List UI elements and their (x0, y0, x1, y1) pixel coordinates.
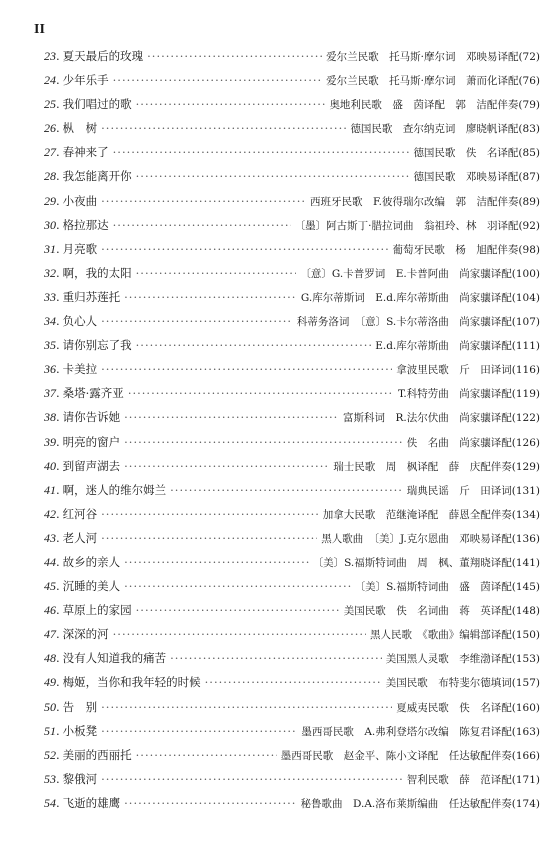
dot-leader (101, 502, 319, 526)
entry-credits: 秘鲁歌曲 D.A.洛布莱斯编曲 任达敏配伴奏(174) (300, 797, 540, 810)
entry-title: 桑塔·露齐亚 (62, 386, 124, 401)
toc-entry (44, 502, 540, 526)
toc-entry (44, 430, 540, 454)
dot-leader (147, 44, 322, 68)
entry-number-period: . (56, 699, 60, 714)
dot-leader (113, 213, 291, 237)
entry-credits: 夏威夷民歌 佚 名译配(160) (396, 701, 540, 714)
entry-number-period: . (56, 579, 60, 594)
entry-number: 31 (44, 241, 56, 256)
entry-number-period: . (56, 217, 60, 232)
entry-title: 没有人知道我的痛苦 (62, 651, 167, 666)
toc-entry (44, 791, 540, 815)
entry-credits: 爱尔兰民歌 托马斯·摩尔词 邓映易译配(72) (326, 51, 540, 63)
entry-number-period: . (56, 386, 60, 401)
entry-title: 负心人 (62, 314, 98, 329)
toc-entry (44, 68, 540, 92)
entry-title: 老人河 (62, 530, 98, 545)
toc-entry (44, 695, 540, 719)
entry-number-period: . (56, 193, 60, 208)
toc-entry (44, 309, 540, 333)
dot-leader (101, 116, 346, 140)
entry-title: 草原上的家园 (62, 603, 132, 618)
entry-number: 37 (44, 386, 56, 401)
dot-leader (170, 478, 403, 502)
entry-title: 黎俄河 (62, 771, 98, 786)
entry-number: 41 (44, 482, 56, 497)
dot-leader (124, 574, 350, 598)
toc-entry (44, 44, 540, 68)
toc-entry (44, 285, 540, 309)
entry-number: 32 (44, 265, 56, 280)
entry-credits: 科蒂务洛词 〔意〕S.卡尔蒂洛曲 尚家骧译配(107) (296, 316, 540, 329)
dot-leader (136, 92, 326, 116)
dot-leader (101, 526, 317, 550)
entry-title: 明亮的窗户 (62, 434, 121, 449)
entry-title: 啊，我的太阳 (62, 265, 132, 280)
entry-title: 小夜曲 (62, 193, 98, 208)
toc-entry (44, 92, 540, 116)
entry-number-period: . (56, 554, 60, 569)
entry-number: 28 (44, 169, 56, 184)
entry-title: 重归苏莲托 (62, 289, 121, 304)
entry-number: 46 (44, 603, 56, 618)
entry-title: 告 别 (62, 699, 98, 714)
entry-number: 26 (44, 121, 56, 136)
entry-title: 红河谷 (62, 506, 98, 521)
toc-entry (44, 237, 540, 261)
dot-leader (136, 333, 372, 357)
entry-title: 我怎能离开你 (62, 169, 132, 184)
entry-title: 沉睡的美人 (62, 579, 121, 594)
entry-credits: 墨西哥民歌 赵金平、陈小文译配 任达敏配伴奏(166) (280, 749, 540, 762)
toc-entry (44, 767, 540, 791)
entry-number-period: . (56, 458, 60, 473)
entry-title: 啊，迷人的维尔姆兰 (62, 482, 167, 497)
entry-number: 23 (44, 49, 56, 63)
entry-credits: 佚 名曲 尚家骧译配(126) (406, 436, 540, 449)
dot-leader (101, 767, 403, 791)
entry-number-period: . (56, 362, 60, 377)
entry-number-period: . (56, 338, 60, 353)
entry-number-period: . (56, 121, 60, 136)
entry-number: 27 (44, 145, 56, 160)
entry-credits: 〔美〕S.福斯特词曲 周 枫、董翔晓译配(141) (312, 556, 540, 569)
toc-entry (44, 719, 540, 743)
entry-title: 夏天最后的玫瑰 (62, 49, 144, 63)
entry-credits: 德国民歌 佚 名译配(85) (413, 147, 540, 160)
entry-credits: 智利民歌 薛 范译配(171) (406, 773, 540, 786)
entry-number: 53 (44, 771, 56, 786)
toc-entry (44, 213, 540, 237)
entry-number-period: . (56, 482, 60, 497)
dot-leader (136, 598, 340, 622)
entry-number: 42 (44, 506, 56, 521)
toc-entry (44, 333, 540, 357)
toc-entry (44, 116, 540, 140)
entry-credits: 瑞士民歌 周 枫译配 薛 庆配伴奏(129) (333, 460, 540, 473)
entry-credits: 黑人歌曲 〔美〕J.克尔恩曲 邓映易译配(136) (321, 532, 540, 545)
entry-number-period: . (56, 603, 60, 618)
entry-number-period: . (56, 771, 60, 786)
entry-number-period: . (56, 169, 60, 184)
entry-number-period: . (56, 145, 60, 160)
entry-number-period: . (56, 97, 60, 112)
entry-title: 梅姬，当你和我年轻的时候 (62, 675, 201, 690)
entry-title: 美丽的西丽托 (62, 747, 132, 762)
entry-credits: 西班牙民歌 F.彼得瑞尔改编 郭 洁配伴奏(89) (309, 195, 540, 208)
toc-entry (44, 357, 540, 381)
toc-entry (44, 743, 540, 767)
entry-credits: 墨西哥民歌 A.弗利登塔尔改编 陈复君译配(163) (301, 725, 540, 738)
entry-title: 春神来了 (62, 145, 109, 160)
entry-number: 51 (44, 723, 56, 738)
dot-leader (124, 454, 329, 478)
entry-title: 我们唱过的歌 (62, 97, 132, 112)
entry-credits: 〔意〕G.卡普罗词 E.卡普阿曲 尚家骧译配(100) (300, 267, 540, 280)
toc-entry (44, 140, 540, 164)
entry-number: 40 (44, 458, 56, 473)
dot-leader (205, 670, 382, 694)
toc-entry (44, 550, 540, 574)
entry-number-period: . (56, 651, 60, 666)
entry-number-period: . (56, 506, 60, 521)
entry-number: 36 (44, 362, 56, 377)
entry-title: 深深的河 (62, 627, 109, 642)
dot-leader (101, 189, 306, 213)
toc-entry (44, 454, 540, 478)
toc-entry (44, 381, 540, 405)
entry-number: 29 (44, 193, 56, 208)
toc-entry (44, 405, 540, 429)
dot-leader (101, 719, 297, 743)
entry-number: 45 (44, 579, 56, 594)
entry-credits: 黑人民歌 《歌曲》编辑部译配(150) (370, 629, 540, 642)
dot-leader (128, 381, 394, 405)
entry-number-period: . (56, 410, 60, 425)
entry-number-period: . (56, 723, 60, 738)
entry-credits: 〔美〕S.福斯特词曲 盛 茵译配(145) (354, 581, 540, 594)
entry-number-period: . (56, 289, 60, 304)
entry-credits: 富斯科词 R.法尔伏曲 尚家骧译配(122) (343, 412, 540, 425)
page-number: II (34, 22, 45, 37)
dot-leader (113, 622, 366, 646)
entry-number-period: . (56, 530, 60, 545)
dot-leader (113, 68, 322, 92)
toc-entry (44, 526, 540, 550)
dot-leader (101, 695, 392, 719)
dot-leader (136, 743, 277, 767)
entry-number-period: . (56, 73, 60, 88)
toc-entry (44, 598, 540, 622)
entry-number: 33 (44, 289, 56, 304)
entry-credits: 爱尔兰民歌 托马斯·摩尔词 萧而化译配(76) (326, 75, 540, 88)
toc-entry (44, 189, 540, 213)
dot-leader (124, 405, 339, 429)
entry-number-period: . (56, 627, 60, 642)
entry-title: 请你告诉她 (62, 410, 121, 425)
entry-title: 枞 树 (62, 121, 98, 136)
entry-credits: 美国民歌 布特斐尔德填词(157) (385, 677, 540, 690)
entry-number: 44 (44, 554, 56, 569)
dot-leader (124, 791, 296, 815)
entry-title: 卡美拉 (62, 362, 98, 377)
entry-number: 38 (44, 410, 56, 425)
dot-leader (101, 237, 388, 261)
dot-leader (124, 430, 403, 454)
entry-number-period: . (56, 49, 60, 63)
dot-leader (136, 164, 410, 188)
dot-leader (170, 646, 382, 670)
entry-title: 请你别忘了我 (62, 338, 132, 353)
entry-number-period: . (56, 314, 60, 329)
entry-number: 50 (44, 699, 56, 714)
entry-number: 39 (44, 434, 56, 449)
entry-number-period: . (56, 795, 60, 810)
entry-credits: 德国民歌 邓映易译配(87) (413, 171, 540, 184)
toc-entry (44, 478, 540, 502)
entry-credits: 美国民歌 佚 名词曲 蒋 英译配(148) (343, 605, 540, 618)
toc-entry (44, 261, 540, 285)
entry-number: 48 (44, 651, 56, 666)
entry-number-period: . (56, 241, 60, 256)
entry-number-period: . (56, 747, 60, 762)
entry-credits: E.d.库尔蒂斯曲 尚家骧译配(111) (375, 340, 540, 353)
entry-title: 少年乐手 (62, 73, 109, 88)
entry-credits: 拿波里民歌 斤 田译词(116) (396, 364, 540, 377)
entry-title: 格拉那达 (62, 217, 109, 232)
entry-title: 小板凳 (62, 723, 98, 738)
entry-credits: G.库尔蒂斯词 E.d.库尔蒂斯曲 尚家骧译配(104) (300, 291, 540, 304)
toc-entry (44, 646, 540, 670)
dot-leader (101, 357, 392, 381)
dot-leader (101, 309, 293, 333)
entry-title: 月亮歌 (62, 241, 98, 256)
dot-leader (124, 285, 297, 309)
table-of-contents (44, 44, 540, 815)
entry-credits: 德国民歌 查尔纳克词 廖晓帆译配(83) (350, 123, 540, 136)
entry-credits: 葡萄牙民歌 杨 旭配伴奏(98) (392, 243, 540, 256)
entry-title: 到留声湖去 (62, 458, 121, 473)
entry-credits: 奥地利民歌 盛 茵译配 郭 洁配伴奏(79) (329, 99, 540, 112)
entry-number: 25 (44, 97, 56, 112)
dot-leader (124, 550, 308, 574)
toc-entry (44, 670, 540, 694)
entry-number: 43 (44, 530, 56, 545)
entry-credits: 加拿大民歌 范继淹译配 薛恩全配伴奏(134) (322, 508, 540, 521)
entry-number: 34 (44, 314, 56, 329)
entry-number: 54 (44, 795, 56, 810)
entry-credits: 瑞典民谣 斤 田译词(131) (406, 484, 540, 497)
entry-credits: T.科特劳曲 尚家骧译配(119) (397, 388, 540, 401)
entry-number: 47 (44, 627, 56, 642)
toc-entry (44, 164, 540, 188)
entry-number-period: . (56, 265, 60, 280)
entry-number: 49 (44, 675, 56, 690)
entry-credits: 〔墨〕阿古斯丁·腊拉词曲 翁祖玲、林 羽译配(92) (294, 219, 540, 232)
entry-number: 35 (44, 338, 56, 353)
dot-leader (136, 261, 297, 285)
entry-title: 故乡的亲人 (62, 554, 121, 569)
entry-number: 24 (44, 73, 56, 88)
entry-number-period: . (56, 434, 60, 449)
toc-entry (44, 622, 540, 646)
entry-number: 30 (44, 217, 56, 232)
dot-leader (113, 140, 410, 164)
entry-title: 飞逝的雄鹰 (62, 795, 121, 810)
entry-number-period: . (56, 675, 60, 690)
entry-number: 52 (44, 747, 56, 762)
toc-entry (44, 574, 540, 598)
entry-credits: 美国黑人灵歌 李维渤译配(153) (385, 653, 540, 666)
